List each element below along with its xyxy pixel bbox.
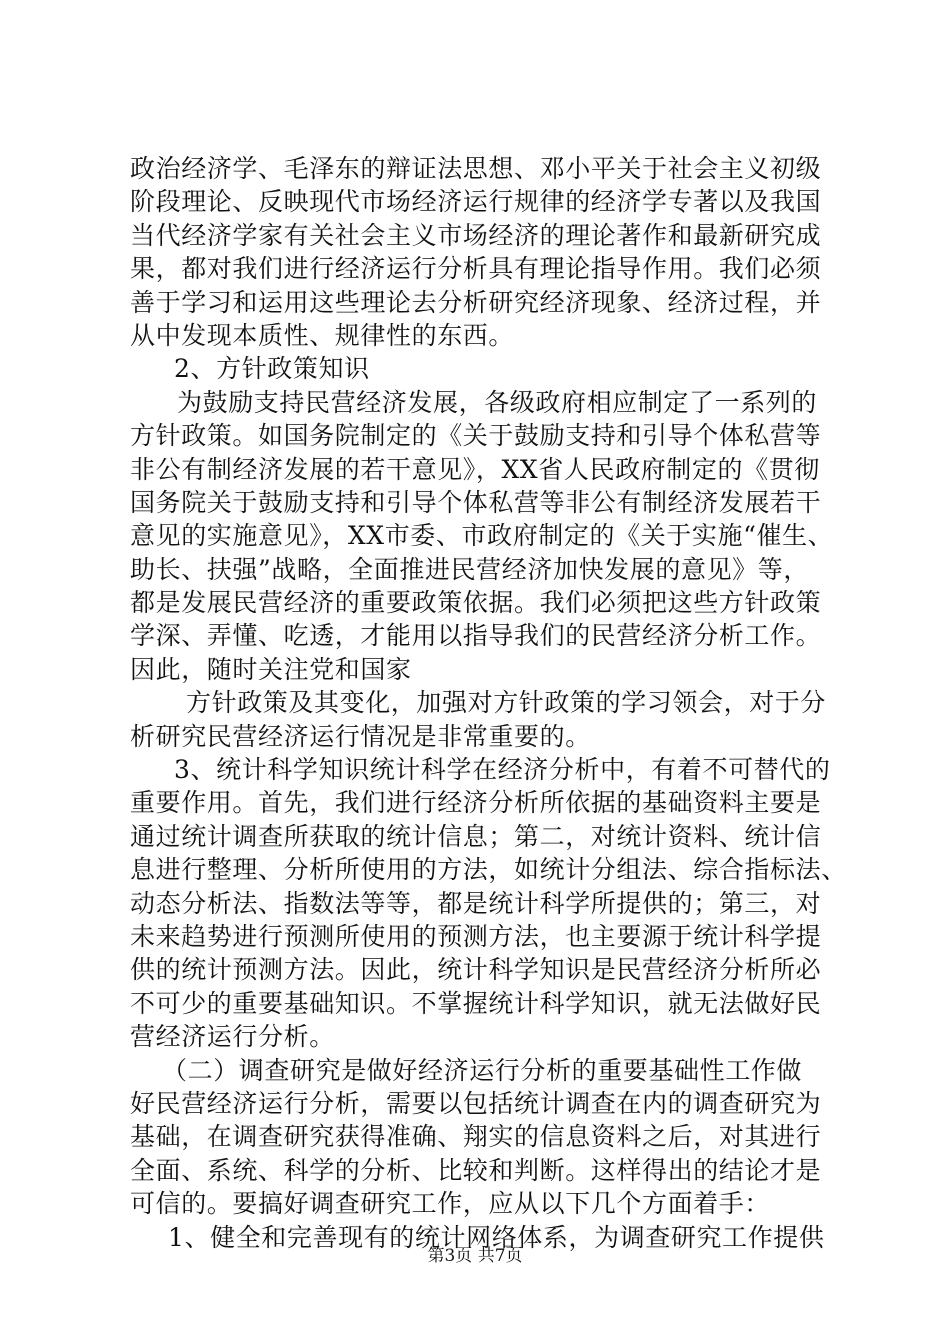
body-line: 通过统计调查所获取的统计信息；第二，对统计资料、统计信 [130, 821, 822, 851]
body-line: 国务院关于鼓励支持和引导个体私营等非公有制经济发展若干 [130, 487, 822, 517]
section-heading: 2、方针政策知识 [174, 354, 370, 384]
section-heading: 3、统计科学知识统计科学在经济分析中，有着不可替代的 [174, 755, 831, 785]
body-line: 学深、弄懂、吃透，才能用以指导我们的民营经济分析工作。 [130, 621, 822, 651]
body-line: 政治经济学、毛泽东的辩证法思想、邓小平关于社会主义初级 [130, 154, 822, 183]
body-line: 都是发展民营经济的重要政策依据。我们必须把这些方针政策 [130, 588, 822, 618]
body-line: 果，都对我们进行经济运行分析具有理论指导作用。我们必须 [130, 254, 822, 284]
body-line: 重要作用。首先，我们进行经济分析所依据的基础资料主要是 [130, 788, 822, 818]
body-line: 基础，在调查研究获得准确、翔实的信息资料之后，对其进行 [130, 1122, 822, 1152]
body-line: 不可少的重要基础知识。不掌握统计科学知识，就无法做好民 [130, 988, 822, 1018]
body-line: 营经济运行分析。 [130, 1022, 335, 1052]
body-line: 好民营经济运行分析，需要以包括统计调查在内的调查研究为 [130, 1088, 822, 1118]
body-line: 阶段理论、反映现代市场经济运行规律的经济学专著以及我国 [130, 187, 822, 217]
page-number: 第3页 共7页 [427, 1246, 523, 1266]
body-line: 方针政策。如国务院制定的《关于鼓励支持和引导个体私营等 [130, 421, 822, 451]
body-line: 助长、扶强”战略，全面推进民营经济加快发展的意见》等， [130, 554, 809, 584]
body-line: 方针政策及其变化，加强对方针政策的学习领会，对于分 [186, 688, 827, 718]
body-line: 析研究民营经济运行情况是非常重要的。 [130, 721, 591, 751]
page-footer [0, 1245, 950, 1267]
body-line: 因此，随时关注党和国家 [130, 654, 412, 684]
body-line: 意见的实施意见》，XX市委、市政府制定的《关于实施“催生、 [130, 521, 834, 551]
body-line: 可信的。要搞好调查研究工作，应从以下几个方面着手： [130, 1189, 771, 1219]
section-heading: （二）调查研究是做好经济运行分析的重要基础性工作做 [162, 1055, 803, 1085]
body-line: 从中发现本质性、规律性的东西。 [130, 320, 515, 350]
document-body [130, 152, 847, 1254]
body-line: 供的统计预测方法。因此，统计科学知识是民营经济分析所必 [130, 955, 822, 985]
body-line: 善于学习和运用这些理论去分析研究经济现象、经济过程，并 [130, 287, 822, 317]
section-heading: 1、健全和完善现有的统计网络体系，为调查研究工作提供 [168, 1222, 825, 1252]
body-line: 全面、系统、科学的分析、比较和判断。这样得出的结论才是 [130, 1155, 822, 1185]
body-line: 当代经济学家有关社会主义市场经济的理论著作和最新研究成 [130, 220, 822, 250]
body-line: 非公有制经济发展的若干意见》，XX省人民政府制定的《贯彻 [130, 454, 820, 484]
body-line: 未来趋势进行预测所使用的预测方法，也主要源于统计科学提 [130, 921, 822, 951]
body-line: 息进行整理、分析所使用的方法，如统计分组法、综合指标法、 [130, 855, 847, 885]
body-line: 动态分析法、指数法等等，都是统计科学所提供的；第三，对 [130, 888, 822, 918]
body-line: 为鼓励支持民营经济发展，各级政府相应制定了一系列的 [177, 387, 818, 417]
